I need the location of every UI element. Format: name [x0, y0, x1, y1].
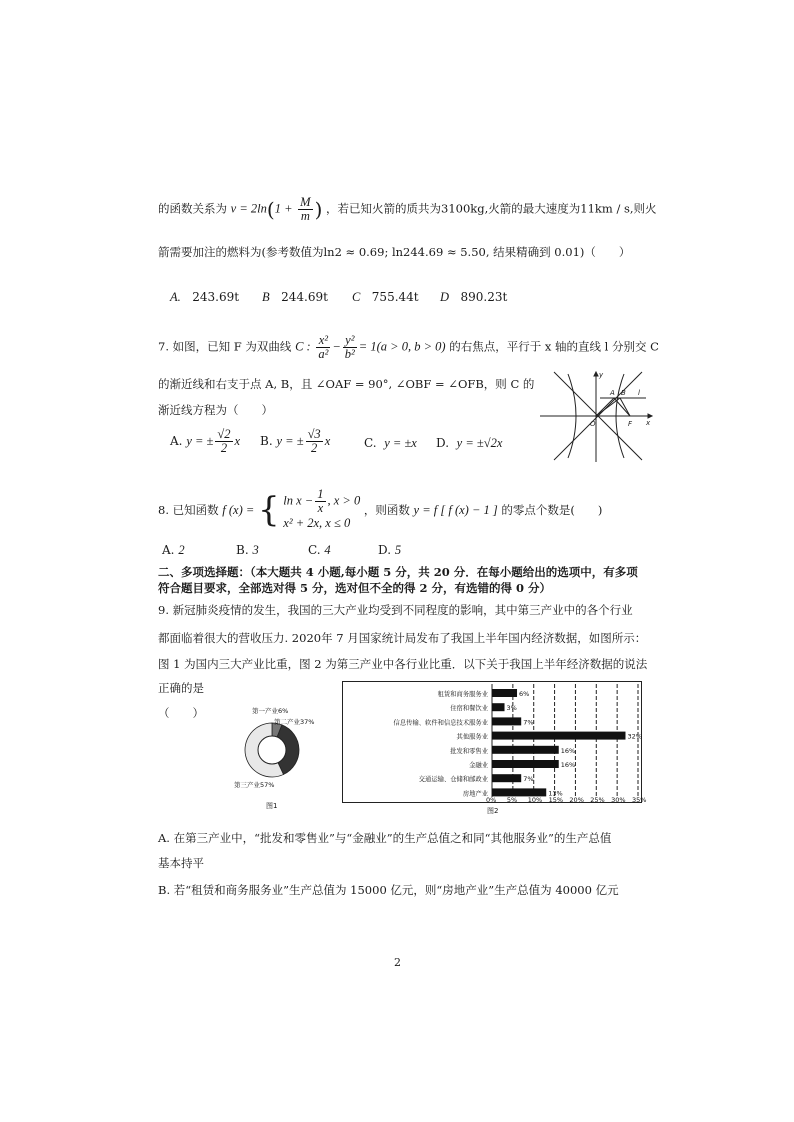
q8-pieces — [283, 488, 360, 532]
q8-piece1-b: , x > 0 — [327, 493, 361, 508]
label-f: F — [628, 420, 633, 428]
q6-option-b-letter: B — [262, 290, 270, 304]
bar-value-label-4: 32% — [627, 732, 642, 741]
figure1-donut-chart — [222, 700, 322, 810]
q8-option-d-value: 5 — [394, 543, 402, 557]
q8-option-b-value: 3 — [252, 543, 259, 557]
category-label-8: 房地产业 — [462, 790, 488, 798]
q8-piece1-den: x — [317, 501, 324, 515]
q8-line — [158, 488, 602, 528]
q9-answer-paren[interactable]: （ ） — [158, 706, 204, 720]
pie-label-first-industry: 第一产业6% — [252, 707, 289, 715]
x-tick-label-3: 15% — [548, 796, 564, 804]
q7-line1-a: 7. 如图，已知 F 为双曲线 — [158, 339, 292, 354]
q7-frac-y — [343, 334, 357, 361]
bar-value-label-5: 16% — [560, 746, 576, 755]
q7-option-a-post: x — [234, 434, 241, 448]
label-a: A — [610, 389, 615, 397]
q8-option-c-letter: C. — [308, 543, 321, 557]
bar-4 — [492, 732, 625, 740]
x-tick-label-1: 5% — [506, 796, 518, 804]
q6-line1-suffix: ，若已知火箭的质共为3100kg,火箭的最大速度为11km / s,则火 — [326, 201, 657, 216]
q7-option-b-den: 2 — [311, 441, 318, 455]
q8-option-a[interactable] — [162, 543, 185, 558]
category-label-3: 信息传输、软件和信息技术服务业 — [393, 719, 488, 727]
q6-frac-den: m — [300, 209, 310, 223]
donut-hole — [258, 736, 286, 764]
q9-option-a-line2: 基本持平 — [158, 856, 204, 870]
page-number: 2 — [394, 956, 401, 969]
q7-option-c-pre: y = ±x — [384, 436, 417, 450]
q6-line1 — [158, 196, 657, 223]
q7-option-d-pre: y = ±√2x — [456, 436, 503, 450]
q8-suffix-a: ，则函数 — [363, 502, 410, 517]
bar-value-label-6: 16% — [560, 761, 576, 769]
q9-option-b[interactable]: B. 若“租赁和商务服务业”生产总值为 15000 亿元，则“房地产业”生产总值为 40000 亿元 — [158, 883, 619, 897]
q7-option-b-frac — [306, 428, 323, 455]
q7-option-a-num: √2 — [217, 427, 231, 441]
q7-condition: = 1(a > 0, b > 0) — [358, 339, 446, 354]
q8-option-c-value: 4 — [324, 543, 331, 557]
q8-option-d[interactable] — [378, 543, 401, 558]
q7-option-c[interactable] — [364, 436, 417, 451]
q6-option-d-letter: D — [440, 290, 450, 304]
bar-value-label-1: 6% — [519, 690, 530, 698]
q8-piece1-num: 1 — [317, 487, 324, 501]
q6-line2: 箭需要加注的燃料为(参考数值为ln2 ≈ 0.69; ln244.69 ≈ 5.50, 结果精确到 0.01)（ ） — [158, 245, 631, 259]
q6-option-d[interactable] — [440, 290, 507, 305]
q7-frac-x-num: x² — [316, 334, 330, 348]
bar-5 — [492, 746, 559, 754]
q7-option-c-letter: C. — [364, 436, 377, 450]
category-label-1: 租赁和商务服务业 — [437, 691, 488, 698]
q9-line4: 正确的是 — [158, 681, 204, 695]
x-tick-label-5: 25% — [590, 796, 605, 804]
q8-option-a-letter: A. — [162, 543, 175, 557]
bar-value-label-8: 13% — [548, 789, 563, 798]
q6-paren-open: ( — [266, 197, 275, 222]
bar-2 — [492, 703, 505, 711]
bar-value-label-2: 3% — [506, 704, 517, 713]
category-label-5: 批发和零售业 — [450, 747, 488, 755]
q8-piece1-frac — [315, 488, 325, 515]
category-label-4: 其他服务业 — [456, 733, 488, 741]
x-tick-label-6: 30% — [611, 796, 626, 804]
bar-7 — [492, 774, 521, 782]
q6-option-c-letter: C — [352, 290, 361, 304]
figure2-bar-chart — [342, 681, 647, 815]
q7-option-b-letter: B. — [260, 434, 273, 448]
q7-line3: 渐近线方程为（ ） — [158, 403, 273, 417]
q7-option-d[interactable] — [436, 436, 502, 451]
q8-prefix: 8. 已知函数 — [158, 502, 219, 517]
q6-formula-one: 1 + — [274, 201, 293, 216]
q9-option-a-line1[interactable]: A. 在第三产业中，“批发和零售业”与“金融业”的生产总值之和同“其他服务业”的生产总值 — [158, 831, 612, 845]
q8-option-d-letter: D. — [378, 543, 392, 557]
q6-option-a-value: 243.69t — [192, 290, 240, 304]
q7-line1 — [158, 334, 659, 361]
q6-paren-close: ) — [314, 197, 323, 222]
label-b: B — [621, 389, 626, 397]
q7-option-b-num: √3 — [307, 427, 321, 441]
label-y: y — [599, 371, 604, 379]
q6-formula-frac — [298, 196, 312, 223]
q7-frac-y-num: y² — [343, 334, 357, 348]
q7-option-a-frac — [215, 428, 232, 455]
q8-brace: { — [257, 490, 280, 530]
label-x: x — [646, 419, 651, 427]
q7-frac-x-den: a² — [318, 347, 329, 361]
q6-option-d-value: 890.23t — [460, 290, 508, 304]
q7-option-b-pre: y = ± — [276, 434, 304, 448]
pie-label-second-industry: 第二产业37% — [274, 718, 315, 726]
q6-option-a-letter: A. — [170, 290, 181, 304]
q7-minus: − — [332, 339, 341, 354]
q7-curve-c: C : — [295, 339, 311, 354]
q7-option-a-den: 2 — [220, 441, 228, 455]
chart-category-labels — [394, 689, 489, 797]
q7-line2: 的渐近线和右支于点 A, B，且 ∠OAF = 90°, ∠OBF = ∠OFB，则 C 的 — [158, 377, 535, 391]
x-tick-label-4: 20% — [569, 796, 584, 804]
q6-option-a[interactable] — [170, 290, 239, 305]
category-label-6: 金融业 — [469, 762, 488, 769]
q7-option-b-post: x — [324, 434, 331, 448]
q9-line3: 图 1 为国内三大产业比重，图 2 为第三产业中各行业比重．以下关于我国上半年经济数据的说法 — [158, 657, 648, 671]
q7-frac-y-den: b² — [344, 347, 355, 361]
q9-line1: 9. 新冠肺炎疫情的发生，我国的三大产业均受到不同程度的影响，其中第三产业中的各个行业 — [158, 603, 633, 617]
bar-value-label-7: 7% — [523, 775, 534, 784]
q8-option-b-letter: B. — [236, 543, 249, 557]
q6-line1-prefix: 的函数关系为 — [158, 201, 227, 216]
q6-option-b[interactable] — [262, 290, 328, 305]
q8-piece2: x² + 2x, x ≤ 0 — [283, 516, 351, 530]
q7-option-d-letter: D. — [436, 436, 450, 450]
chart-bars — [492, 689, 642, 797]
q8-piece1 — [283, 488, 360, 515]
q7-option-a-pre: y = ± — [186, 434, 214, 448]
q8-option-a-value: 2 — [178, 543, 185, 557]
q6-option-b-value: 244.69t — [281, 290, 328, 304]
pie-label-third-industry: 第三产业57% — [234, 781, 275, 789]
q8-piece1-a: ln x − — [283, 493, 314, 508]
figure1-caption: 图1 — [266, 802, 278, 810]
q6-formula-v: v = 2ln — [230, 201, 267, 216]
x-axis-arrow — [648, 414, 652, 418]
q6-option-c[interactable] — [352, 290, 419, 305]
x-tick-label-7: 35% — [632, 796, 647, 804]
q9-line2: 都面临着很大的营收压力. 2020年 7 月国家统计局发布了我国上半年国内经济数据，如图所示： — [158, 631, 647, 645]
q6-option-c-value: 755.44t — [371, 290, 419, 304]
segment-oa — [596, 398, 614, 416]
label-o: O — [590, 420, 596, 428]
category-label-7: 交通运输、仓储和邮政业 — [418, 776, 488, 784]
q7-frac-x — [316, 334, 330, 361]
figure2-caption: 图2 — [487, 807, 499, 815]
q8-fx: f (x) = — [222, 502, 255, 517]
hyperbola-figure — [538, 368, 656, 464]
q8-option-b[interactable] — [236, 543, 259, 558]
bar-value-label-3: 7% — [523, 718, 534, 727]
q8-suffix-b: 的零点个数是( ) — [501, 502, 603, 517]
q8-suffix-formula: y = f [ f (x) − 1 ] — [413, 502, 498, 517]
bar-3 — [492, 717, 521, 725]
category-label-2: 住宿和餐饮业 — [450, 705, 488, 713]
section2-line1: 二、多项选择题：（本大题共 4 小题,每小题 5 分，共 20 分．在每小题给出的选项中，有多项 — [158, 565, 638, 579]
section2-line2: 符合题目要求，全部选对得 5 分，选对但不全的得 2 分，有选错的得 0 分） — [158, 581, 552, 595]
q7-line1-b: 的右焦点，平行于 x 轴的直线 l 分别交 C — [449, 339, 659, 354]
x-tick-label-2: 10% — [527, 796, 543, 804]
y-axis-arrow — [594, 372, 598, 376]
label-l: l — [638, 389, 640, 397]
q7-option-b[interactable] — [260, 428, 330, 455]
bar-6 — [492, 760, 559, 768]
q6-frac-num: M — [300, 195, 311, 209]
q7-option-a-letter: A. — [170, 434, 183, 448]
q8-option-c[interactable] — [308, 543, 331, 558]
bar-1 — [492, 689, 517, 697]
x-tick-label-0: 0% — [486, 796, 497, 804]
q7-option-a[interactable] — [170, 428, 240, 455]
